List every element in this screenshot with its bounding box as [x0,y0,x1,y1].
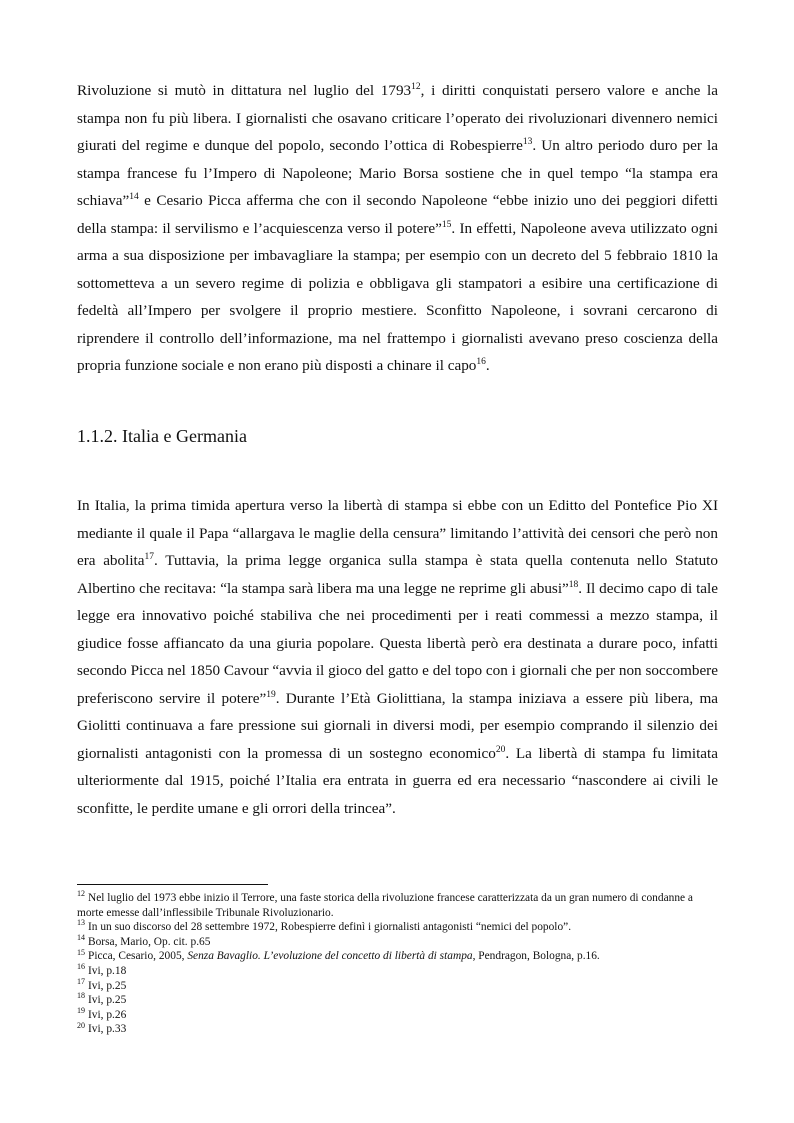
footnote-number: 16 [77,962,85,972]
footnote-ref-20: 20 [495,744,506,755]
body-paragraph-2 [77,492,718,822]
footnote-text: Ivi, p.33 [88,1023,127,1036]
footnote-number: 17 [77,976,85,986]
footnote-number: 15 [77,947,85,957]
footnote-text: Ivi, p.18 [88,964,127,977]
paragraph-text: . Il decimo capo di tale legge era innovativo poiché stabiliva che nei procedimenti per i reati commessi a mezzo stampa, il giudice fosse affiancato da una giuria popolare. Questa libertà però era destinata a durare poco, infatti secondo Picca nel 1850 Cavour “avvia il gioco del gatto e del topo con i giornali che per non soccombere preferiscono servire il potere” [77,579,718,707]
paragraph-text: . La libertà di stampa fu limitata ulteriormente dal 1915, poiché l’Italia era entrata in guerra ed era necessario “nascondere ai civili le sconfitte, le perdite umane e gli orrori della trincea”. [77,744,718,817]
footnote-16 [77,964,718,979]
footnote-20 [77,1022,718,1037]
footnote-text: Picca, Cesario, 2005, [88,950,188,963]
footnote-text: Ivi, p.25 [88,994,127,1007]
footnote-text: Nel luglio del 1973 ebbe inizio il Terrore, una faste storica della rivoluzione francese caratterizzata da un gran numero di condanne a morte emesse dall’inflessibile Tribunale Rivoluzionario. [77,892,693,919]
footnote-text: , Pendragon, Bologna, p.16. [472,950,600,963]
footnotes [77,891,718,1037]
footnote-number: 19 [77,1005,85,1015]
paragraph-text: . [485,357,490,374]
footnote-ref-14: 14 [129,191,139,202]
footnote-14 [77,932,718,950]
footnote-19 [77,1005,718,1023]
footnote-15 [77,949,718,964]
footnote-13 [77,920,718,935]
footnote-ref-17: 17 [144,551,155,562]
paragraph-text: . Tuttavia, la prima legge organica sulla stampa è stata quella contenuta nello Statuto Albertino che recitava: “la stampa sarà libera ma una legge ne reprime gli abusi” [77,552,718,597]
paragraph-text: . Un altro periodo duro per la stampa francese fu l’Impero di Napoleone; Mario Borsa sostiene che in quel tempo “la stampa era schiava” [77,137,718,209]
section-heading: 1.1.2. Italia e Germania [77,426,247,446]
footnote-number: 20 [77,1020,85,1030]
footnote-number: 12 [77,889,85,899]
footnote-book-title: Senza Bavaglio. L’evoluzione del concetto di libertà di stampa [187,950,473,963]
body-paragraph-1 [77,77,718,380]
paragraph-text: In Italia, la prima timida apertura verso la libertà di stampa si ebbe con un Editto del Pontefice Pio XI mediante il quale il Papa “allargava le maglie della censura” limitando l’attività dei censori che però non era abolita [77,497,718,569]
footnote-text: In un suo discorso del 28 settembre 1972, Robespierre definì i giornalisti antagonisti “nemici del popolo”. [88,921,572,934]
footnote-ref-16: 16 [476,356,486,367]
paragraph-text: e Cesario Picca afferma che con il secondo Napoleone “ebbe inizio uno dei peggiori difetti della stampa: il servilismo e l’acquiescenza verso il potere” [77,192,718,237]
footnote-ref-12: 12 [411,81,421,92]
footnote-text: Borsa, Mario, Op. cit. p.65 [88,935,211,948]
paragraph-text: , i diritti conquistati persero valore e anche la stampa non fu più libera. I giornalisti che osavano criticare l’operato dei rivoluzionari divennero nemici giurati del regime e dunque del popolo, secondo l’ottica di Robespierre [77,82,719,154]
footnote-17 [77,976,718,994]
paragraph-text: Rivoluzione si mutò in dittatura nel luglio del 1793 [77,82,412,99]
footnote-ref-19: 19 [266,689,276,700]
paragraph-text: . In effetti, Napoleone aveva utilizzato ogni arma a sua disposizione per imbavagliare la stampa; per esempio con un decreto del 5 febbraio 1810 la sottometteva a un severo regime di polizia e obbligava gli stampatori a esibire una certificazione di fedeltà all’Impero per svolgere il proprio mestiere. Sconfitto Napoleone, i sovrani cercarono di riprendere il controllo dell’informazione, ma nel frattempo i giornalisti avevano preso coscienza della propria funzione sociale e non erano più disposti a chinare il capo [77,219,718,374]
paragraph-text: . Durante l’Età Giolittiana, la stampa iniziava a essere più libera, ma Giolitti continuava a fare pressione sui giornali in diversi modi, per esempio comprando il silenzio dei giornalisti antagonisti con la promessa di un sostegno economico [77,689,718,762]
footnote-number: 13 [77,918,85,928]
footnote-text: Ivi, p.25 [88,979,127,992]
footnote-number: 14 [77,932,85,942]
footnote-number: 18 [77,991,85,1001]
footnote-ref-18: 18 [568,579,579,590]
footnote-text: Ivi, p.26 [88,1008,127,1021]
footnote-ref-13: 13 [522,136,533,147]
footnote-ref-15: 15 [441,219,452,230]
footnote-separator [77,884,268,885]
footnote-18 [77,993,718,1008]
footnote-12 [77,891,718,920]
